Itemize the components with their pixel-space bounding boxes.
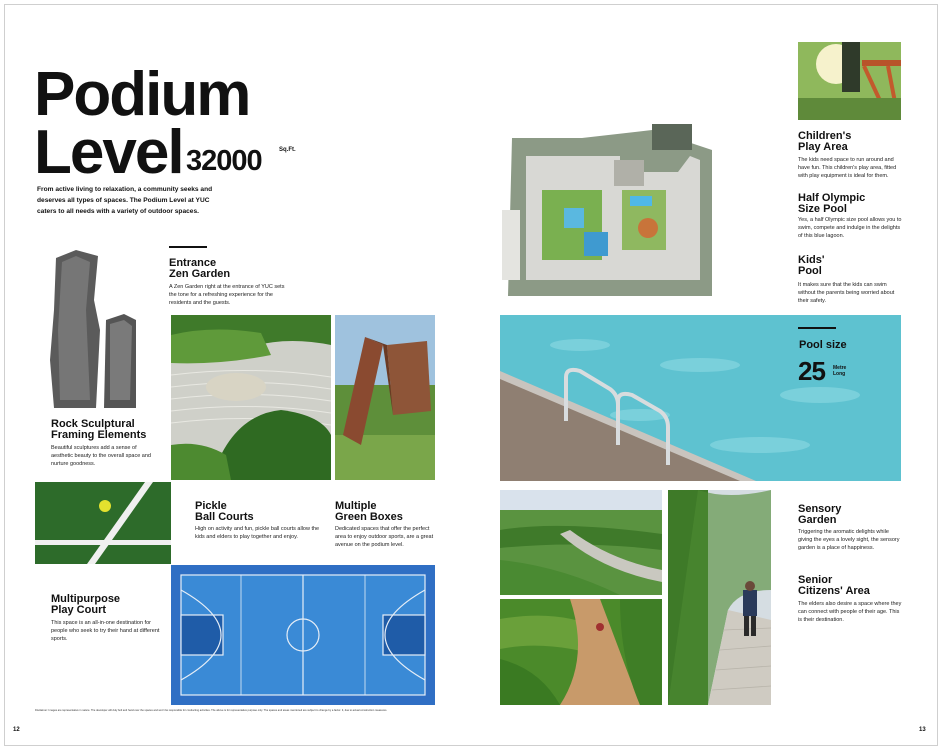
olympic-title-line1: Half Olympic (798, 192, 866, 204)
multi-title-line1: Multipurpose (51, 593, 121, 605)
sensory-title-line1: Sensory (798, 503, 842, 515)
zen-title-line2: Zen Garden (169, 268, 231, 280)
pickle-text: High on activity and fun, pickle ball courts allow the kids and elders to play together and enjoy. (195, 526, 320, 540)
olympic-text: Yes, a half Olympic size pool allows you to swim, compete and indulge in the delights of this blue lagoon. (798, 217, 902, 239)
olympic-title-line2: Size Pool (798, 203, 847, 215)
senior-title-line1: Senior (798, 574, 833, 586)
children-text: The kids need space to run around and have fun. This children's play area, fitted with play equipment is ideal for them. (798, 157, 897, 179)
children-title-line2: Play Area (798, 141, 848, 153)
senior-text: The elders also desire a space where they can connect with people of their age. This is their destination. (798, 601, 902, 623)
children-play-image (798, 42, 901, 120)
sensory-title-line2: Garden (798, 514, 837, 526)
rock-title-line2: Framing Elements (51, 429, 147, 441)
sensory-text: Triggering the aromatic delights while giving the eyes a lovely sight, the sensory garden is a place of happiness. (798, 529, 900, 551)
zen-text: A Zen Garden right at the entrance of YUC sets the tone for a refreshing experience for the residents and the guests. (169, 284, 285, 306)
rock-text: Beautiful sculptures add a sense of aesthetic beauty to the overall space and nurture goodness. (51, 445, 151, 467)
disclaimer-text: Disclaimer: Images are representative in nature. The developer will duly bolt and hand over the spaces and won't be responsible for conducting activities. The above is for representative purpose only. The spaces and areas mentioned are subject to change by a factor. It, due to actual construction measures. (35, 709, 388, 712)
poolsize-label: Pool size (799, 339, 847, 351)
play-court-image (171, 565, 435, 705)
zen-title-line1: Entrance (169, 257, 217, 269)
tennis-court-image (35, 482, 171, 564)
sensory-garden-image-2 (500, 599, 662, 705)
area-value: 32000 (186, 145, 262, 177)
poolsize-unit-line2: Long (833, 371, 846, 377)
kids-text: It makes sure that the kids can swim without the parents being worried about their safety. (798, 282, 895, 304)
rock-sculpture-image (40, 250, 150, 410)
kids-title-line2: Pool (798, 265, 822, 277)
pickle-title-line2: Ball Courts (195, 511, 254, 523)
multi-text: This space is an all-in-one destination for people who seek to try their hand at different sports. (51, 620, 160, 642)
page-title-line2: Level (34, 118, 183, 187)
multi-title-line2: Play Court (51, 604, 107, 616)
intro-text: From active living to relaxation, a community seeks and deserves all types of spaces. The Podium Level at YUC caters to all needs with a variety of outdoor spaces. (37, 186, 213, 215)
sensory-garden-image-1 (500, 490, 662, 595)
pickle-title-line1: Pickle (195, 500, 227, 512)
poolsize-value: 25 (798, 356, 825, 386)
sculpture-art-image (335, 315, 435, 480)
left-page-number: 12 (13, 727, 20, 733)
green-title-line1: Multiple (335, 500, 377, 512)
poolsize-unit-line1: Metre (833, 365, 847, 371)
right-page-number: 13 (919, 727, 926, 733)
zen-garden-image (171, 315, 331, 480)
rock-title-line1: Rock Sculptural (51, 418, 135, 430)
kids-title-line1: Kids' (798, 254, 825, 266)
green-title-line2: Green Boxes (335, 511, 403, 523)
site-plan-image (502, 120, 720, 298)
area-unit: Sq.Ft. (279, 147, 296, 153)
poolsize-divider (798, 327, 836, 329)
green-text: Dedicated spaces that offer the perfect area to enjoy outdoor sports, are a great avenue on the podium level. (335, 526, 434, 548)
zen-divider (169, 246, 207, 248)
page-title-line1: Podium (34, 60, 250, 129)
senior-path-image (668, 490, 771, 705)
children-title-line1: Children's (798, 130, 852, 142)
senior-title-line2: Citizens' Area (798, 585, 870, 597)
